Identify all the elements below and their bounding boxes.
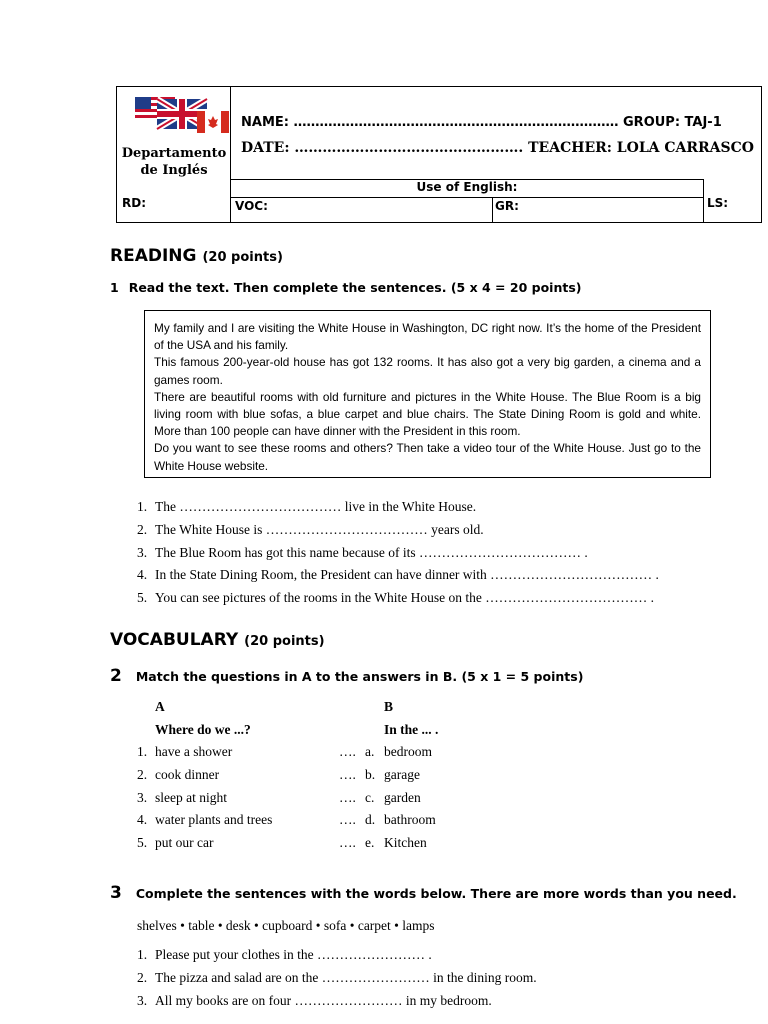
answer-b: garden bbox=[384, 789, 421, 805]
voc-label: VOC: bbox=[235, 199, 268, 213]
item-number: 4. bbox=[137, 812, 148, 828]
list-item: 3. The Blue Room has got this name because of its ……………………………… . bbox=[137, 544, 588, 560]
instruction-text: Complete the sentences with the words below. There are more words than you need. bbox=[135, 886, 737, 901]
answer-b: bedroom bbox=[384, 744, 432, 760]
department-name: Departamento de Inglés bbox=[121, 146, 227, 178]
divider bbox=[230, 197, 704, 198]
reading-heading: READING bbox=[110, 246, 197, 266]
instruction-text: Match the questions in A to the answers in B. (5 x 1 = 5 points) bbox=[135, 669, 584, 684]
reading-sentence-list bbox=[137, 499, 659, 613]
date-teacher-line: DATE: …………………………………………. TEACHER: LOLA CARRASCO bbox=[241, 140, 754, 156]
question-1-instruction bbox=[110, 280, 581, 295]
reading-text-box bbox=[144, 310, 711, 478]
question-2-instruction bbox=[110, 666, 583, 686]
vocabulary-title bbox=[110, 630, 325, 650]
column-b-header: B bbox=[384, 699, 394, 714]
instruction-text: Read the text. Then complete the sentences. (5 x 4 = 20 points) bbox=[128, 280, 582, 295]
column-a-header: A bbox=[155, 699, 165, 714]
item-number: 1. bbox=[137, 744, 148, 760]
answer-blank: …. bbox=[339, 767, 356, 783]
item-number: 5. bbox=[137, 835, 148, 851]
divider bbox=[703, 179, 704, 222]
column-a-subheader: Where do we ...? bbox=[155, 721, 251, 737]
question-number: 2 bbox=[110, 666, 122, 686]
sentence-text: Please put your clothes in the …………………… . bbox=[155, 947, 432, 962]
column-b-subheader: In the ... . bbox=[384, 721, 439, 737]
sentence-text: The ……………………………… live in the White House. bbox=[155, 499, 477, 514]
ls-label: LS: bbox=[707, 196, 729, 210]
list-item: 2. The White House is ……………………………… years old. bbox=[137, 521, 484, 537]
sentence-text: All my books are on four …………………… in my bedroom. bbox=[155, 993, 492, 1008]
list-item: 3. All my books are on four …………………… in my bedroom. bbox=[137, 993, 492, 1008]
list-item: 1. The ……………………………… live in the White House. bbox=[137, 499, 477, 514]
list-item: 5. You can see pictures of the rooms in the White House on the ……………………………… . bbox=[137, 590, 654, 606]
department-logo bbox=[117, 87, 231, 181]
list-item: 1. Please put your clothes in the …………………… . bbox=[137, 947, 432, 962]
reading-paragraph: This famous 200-year-old house has got 132 rooms. It has also got a very big garden, a cinema and a games room. bbox=[154, 355, 701, 387]
answer-blank: …. bbox=[339, 812, 356, 828]
reading-paragraph: My family and I are visiting the White House in Washington, DC right now. It’s the home of the President of the USA and his family. bbox=[154, 321, 701, 353]
question-a: cook dinner bbox=[155, 767, 220, 783]
answer-letter: a. bbox=[365, 744, 375, 760]
rd-label: RD: bbox=[122, 196, 146, 210]
question-a: sleep at night bbox=[155, 789, 227, 805]
question-a: water plants and trees bbox=[155, 812, 273, 828]
answer-b: garage bbox=[384, 767, 420, 783]
reading-points: (20 points) bbox=[202, 250, 283, 265]
word-bank: shelves • table • desk • cupboard • sofa • carpet • lamps bbox=[137, 918, 435, 933]
vocabulary-points: (20 points) bbox=[244, 634, 325, 649]
answer-blank: …. bbox=[339, 835, 356, 851]
question-a: put our car bbox=[155, 835, 214, 851]
answer-letter: c. bbox=[365, 789, 375, 805]
gr-label: GR: bbox=[495, 199, 519, 213]
item-number: 2. bbox=[137, 767, 148, 783]
answer-letter: e. bbox=[365, 835, 375, 851]
question-3-sentence-list bbox=[137, 947, 537, 1016]
use-of-english-label: Use of English: bbox=[416, 180, 518, 194]
reading-paragraph: There are beautiful rooms with old furniture and pictures in the White House. The Blue Room is a big living room with blue sofas, a blue carpet and blue chairs. The State Dining Room is gold and white. More than 100 people can have dinner with the President in this room. bbox=[154, 389, 701, 439]
answer-letter: b. bbox=[365, 767, 376, 783]
sentence-text: In the State Dining Room, the President can have dinner with ……………………………… . bbox=[155, 567, 659, 583]
reading-title bbox=[110, 246, 283, 266]
sentence-text: The pizza and salad are on the …………………… in the dining room. bbox=[155, 970, 537, 985]
answer-b: bathroom bbox=[384, 812, 436, 828]
question-number: 1 bbox=[110, 280, 119, 295]
answer-blank: …. bbox=[339, 744, 356, 760]
sentence-text: The Blue Room has got this name because of its ……………………………… . bbox=[155, 544, 588, 560]
reading-paragraph: Do you want to see these rooms and others? Then take a video tour of the White House. Just go to the White House website. bbox=[154, 441, 701, 473]
uk-canada-flags-icon bbox=[135, 93, 229, 141]
sentence-text: The White House is ……………………………… years old. bbox=[155, 521, 484, 537]
item-number: 3. bbox=[137, 789, 148, 805]
question-number: 3 bbox=[110, 883, 122, 903]
answer-blank: …. bbox=[339, 789, 356, 805]
list-item: 4. In the State Dining Room, the President can have dinner with ……………………………… . bbox=[137, 567, 659, 583]
header-table bbox=[116, 86, 762, 223]
answer-letter: d. bbox=[365, 812, 376, 828]
sentence-text: You can see pictures of the rooms in the White House on the ……………………………… . bbox=[155, 590, 654, 606]
divider bbox=[492, 197, 493, 222]
answer-b: Kitchen bbox=[384, 835, 427, 851]
vocabulary-heading: VOCABULARY bbox=[110, 630, 239, 650]
question-a: have a shower bbox=[155, 744, 233, 760]
question-3-instruction bbox=[110, 883, 737, 903]
list-item: 2. The pizza and salad are on the …………………… in the dining room. bbox=[137, 970, 537, 985]
name-group-line: NAME: ………………………………………………………………… GROUP: TAJ-1 bbox=[241, 115, 722, 130]
